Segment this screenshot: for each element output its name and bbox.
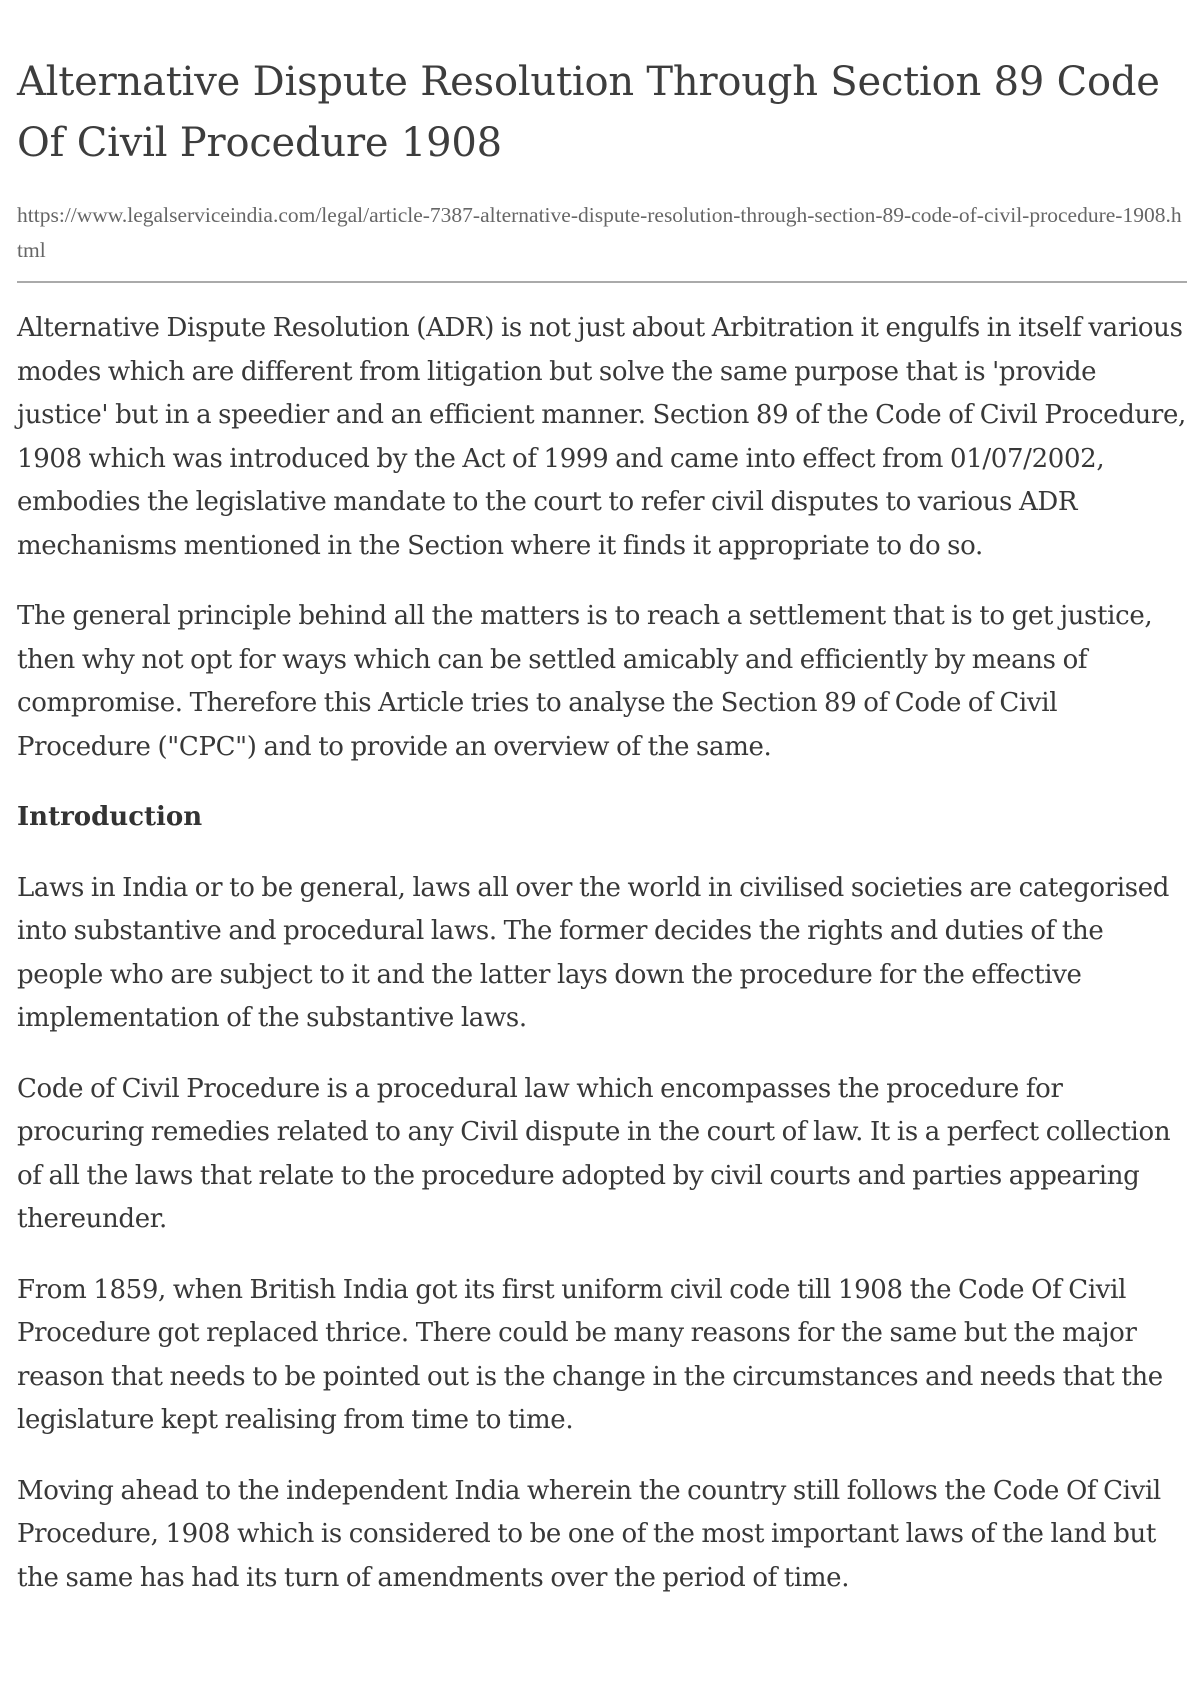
paragraph: Code of Civil Procedure is a procedural law which encompasses the procedure for procuring remedies related to any Civil dispute in the court of law. It is a perfect collection of all the laws that relate to the procedure adopted by civil courts and parties appearing thereunder. (17, 1073, 1171, 1234)
paragraph: Laws in India or to be general, laws all over the world in civilised societies are categorised into substantive and procedural laws. The former decides the rights and duties of the people who are subject to it and the latter lays down the procedure for the effective implementation of the substantive laws. (17, 872, 1170, 1033)
section-heading-introduction: Introduction (17, 802, 203, 832)
paragraph: Moving ahead to the independent India wherein the country still follows the Code Of Civil Procedure, 1908 which is considered to be one of the most important laws of the land but the same has had its turn of amendments over the period of time. (17, 1475, 1161, 1593)
article-title: Alternative Dispute Resolution Through Section 89 Code Of Civil Procedure 1908 (17, 59, 1160, 166)
header-divider (17, 281, 1187, 283)
source-url: https://www.legalserviceindia.com/legal/article-7387-alternative-dispute-resolution-through-section-89-code-of-civil-procedure-1908.html (17, 203, 1182, 262)
paragraph: The general principle behind all the matters is to reach a settlement that is to get justice, then why not opt for ways which can be settled amicably and efficiently by means of compromise. Therefore this Article tries to analyse the Section 89 of Code of Civil Procedure ("CPC") and to provide an overview of the same. (17, 601, 1153, 762)
paragraph: Alternative Dispute Resolution (ADR) is not just about Arbitration it engulfs in itself various modes which are different from litigation but solve the same purpose that is 'provide justice' but in a speedier and an efficient manner. Section 89 of the Code of Civil Procedure, 1908 which was introduced by the Act of 1999 and came into effect from 01/07/2002, embodies the legislative mandate to the court to refer civil disputes to various ADR mechanisms mentioned in the Section where it finds it appropriate to do so. (17, 313, 1186, 561)
article-body (17, 307, 1187, 1600)
article-page (17, 0, 1187, 1627)
paragraph: From 1859, when British India got its first uniform civil code till 1908 the Code Of Civil Procedure got replaced thrice. There could be many reasons for the same but the major reason that needs to be pointed out is the change in the circumstances and needs that the legislature kept realising from time to time. (17, 1274, 1163, 1435)
